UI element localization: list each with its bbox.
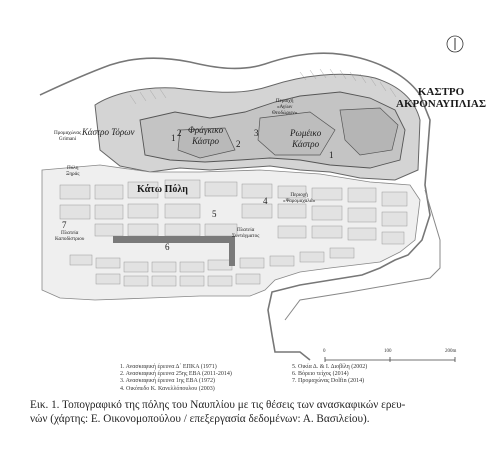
site-number: 1 [171, 133, 176, 143]
figure-caption [30, 398, 480, 426]
label-periochi-agion-theodoron: Περιοχή «Αγίων Θεοδώρων» [272, 98, 298, 116]
label-romeiko-kastro: Ρωμέικο Κάστρο [290, 128, 322, 149]
label-kastro-toron: Κάστρο Τόρων [82, 127, 135, 137]
label-plateia-kapodistriou: Πλατεία Καποδίστριου [55, 230, 85, 242]
legend-item: 7. Προμαχώνας Dolfin (2014) [292, 378, 365, 385]
label-kato-poli: Κάτω Πόλη [137, 184, 188, 195]
legend-item: 4. Οικόπεδο Κ. Κανελλόπουλου (2003) [120, 385, 215, 392]
north-arrow-icon [447, 36, 463, 52]
legend-item: 3. Ανασκαφική έρευνα 1ης ΕΒΑ (1972) [120, 378, 216, 385]
legend-item: 1. Ανασκαφική έρευνα Δ΄ ΕΠΚΑ (1971) [120, 364, 217, 370]
scale-tick-label: 100 [384, 349, 392, 354]
label-fragkiko-kastro: Φράγκικο Κάστρο [188, 125, 224, 146]
label-promachonas-grimani: Προμαχώνας Grimani [54, 130, 82, 142]
legend-right [292, 364, 367, 386]
label-pyli-xiras: Πύλη Ξηράς [66, 165, 80, 177]
legend-item: 5. Οικία Δ. & Ι. Διοβίλη (2002) [292, 364, 368, 370]
site-number: 6 [165, 242, 170, 252]
legend-item: 2. Ανασκαφική έρευνα 25ης ΕΒΑ (2011-2014) [120, 371, 232, 378]
north-wall-trace [113, 236, 235, 243]
label-plateia-syntagmatos: Πλατεία Συντάγματος [232, 227, 260, 239]
caption-line: νών (χάρτης: Ε. Οικονομοπούλου / επεξεργασία δεδομένων: Α. Βασιλείου). [30, 413, 370, 425]
site-number: 4 [263, 196, 268, 206]
label-periochi-psaromachalas: Περιοχή «Ψαρομαχαλά» [283, 192, 316, 204]
legend-left [120, 364, 232, 393]
site-number: 1 [329, 150, 334, 160]
caption-line: Εικ. 1. Τοπογραφικό της πόλης του Ναυπλίου με τις θέσεις των ανασκαφικών ερευ- [30, 399, 406, 411]
site-number: 3 [254, 128, 259, 138]
scale-bar [325, 357, 455, 362]
legend-item: 6. Βόρειο τείχος (2014) [292, 371, 349, 378]
site-number: 2 [236, 139, 241, 149]
scale-tick-label: 0 [323, 349, 326, 354]
scale-tick-label: 200m [445, 349, 457, 354]
label-kastro-akronafplias: ΚΑΣΤΡΟ ΑΚΡΟΝΑΥΠΛΙΑΣ [396, 86, 487, 110]
site-number: 2 [177, 128, 182, 138]
site-number: 5 [212, 209, 217, 219]
site-number: 7 [62, 220, 67, 230]
